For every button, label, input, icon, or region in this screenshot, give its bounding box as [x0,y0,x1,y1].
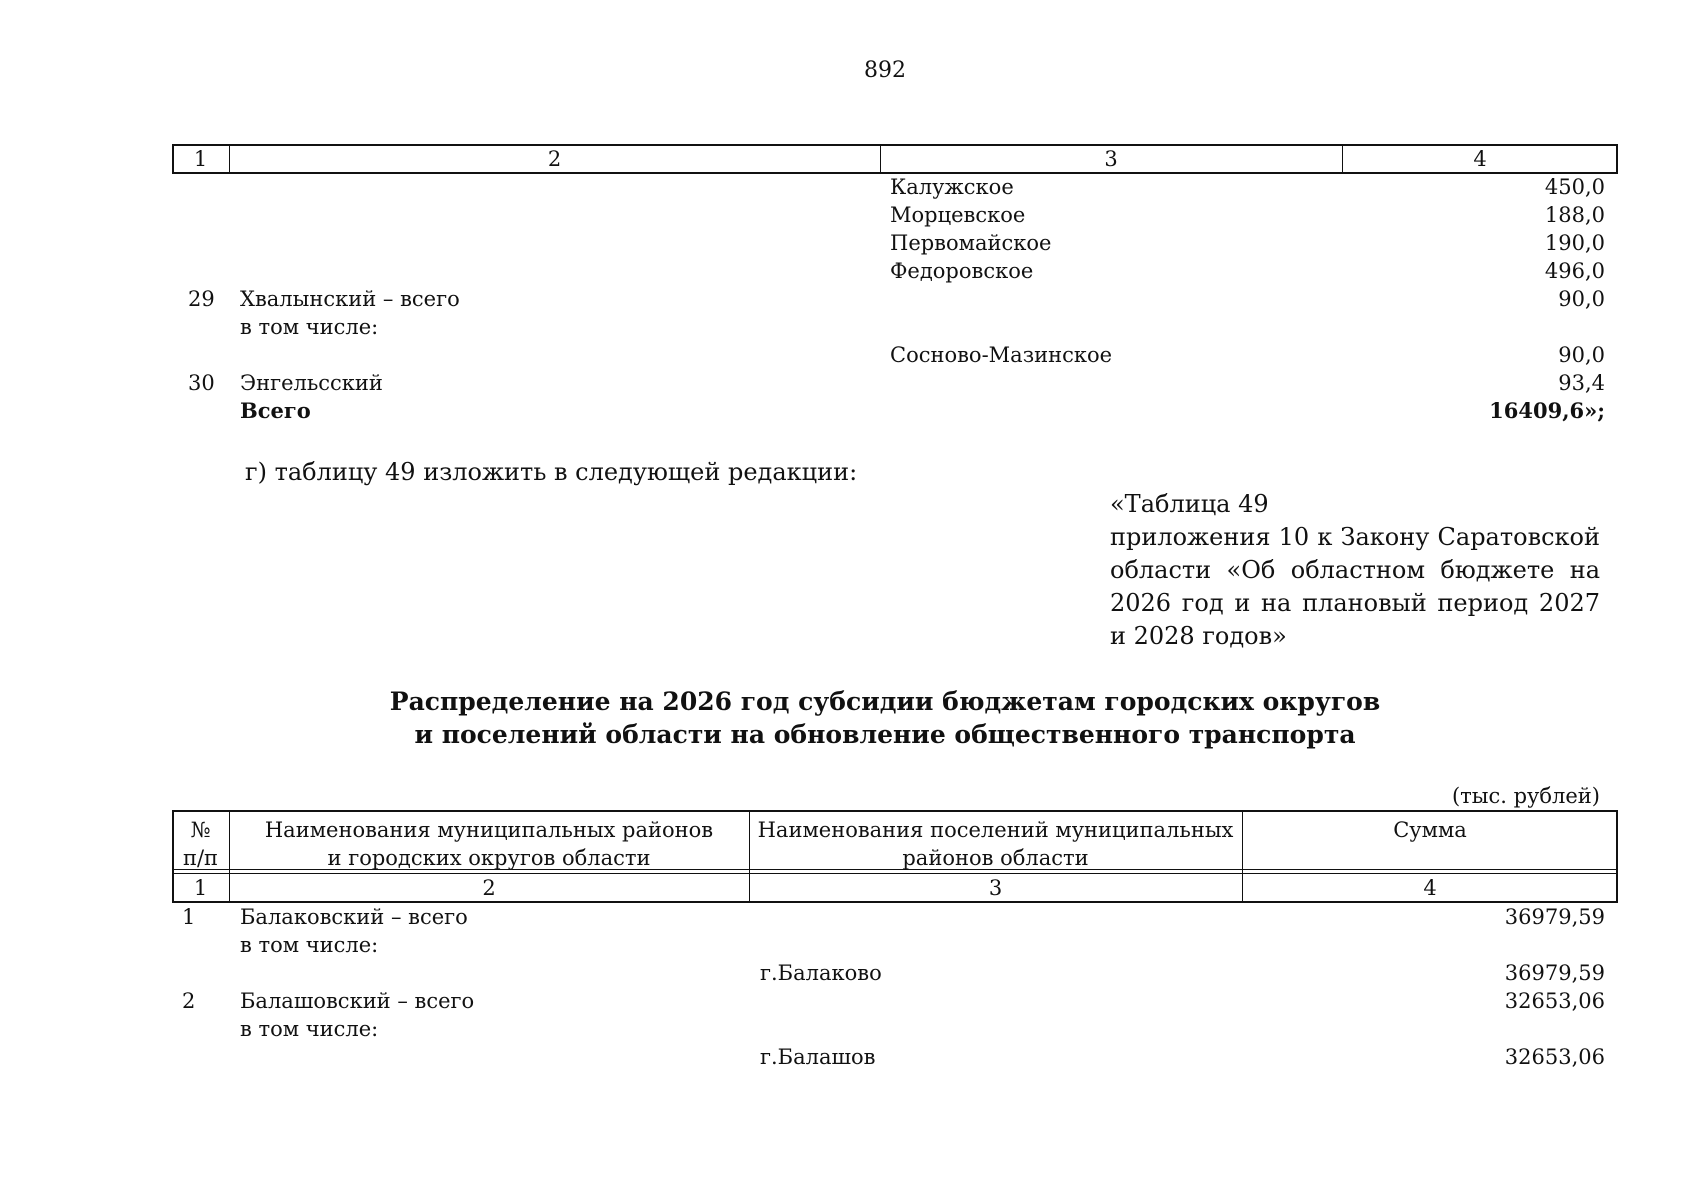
table2-district: в том числе: [240,933,379,957]
table-reference [1110,488,1600,653]
table-title-line: Распределение на 2026 год субсидии бюджетам городских округов [389,687,1381,716]
table2-header-separator [172,873,1618,874]
table1-amount: 496,0 [1544,259,1605,283]
table1-settlement: Калужское [890,175,1014,199]
table2-row-number: 2 [182,989,196,1013]
table2-amount: 32653,06 [1504,989,1605,1013]
table1-col-number: 1 [193,147,208,171]
table1-total-label: Всего [240,398,311,423]
table-reference-text: приложения 10 к Закону Саратовской области «Об областном бюджете на 2026 год и на плановый период 2027 и 2028 годов» [1110,523,1600,650]
table2-col-settlement-header [749,816,1242,872]
table2-head-text: № [190,818,211,842]
table-title [300,685,1470,751]
table2-col-index: 3 [988,876,1003,900]
table2-col-index: 2 [482,876,496,900]
table2-head-text: Наименования поселений муниципальных [757,818,1234,842]
table2-district: Балашовский – всего [240,989,475,1013]
table1-amount: 90,0 [1558,287,1605,311]
table-title-line: и поселений области на обновление общественного транспорта [414,720,1356,749]
table2-amount: 36979,59 [1504,905,1605,929]
table2-col-district-header [229,816,749,872]
table2-head-text: районов области [902,846,1089,870]
table2-col-index: 4 [1423,876,1437,900]
table2-district: в том числе: [240,1017,379,1041]
table1-amount: 190,0 [1544,231,1605,255]
table1-settlement: Первомайское [890,231,1052,255]
table2-col-number-header [172,816,229,872]
table1-row-number: 29 [188,287,215,311]
table1-total-amount: 16409,6»; [1489,398,1605,423]
table1-amount: 188,0 [1544,203,1605,227]
table1-amount: 90,0 [1558,343,1605,367]
table1-col-number: 2 [547,147,562,171]
table2-col-index: 1 [193,876,208,900]
table2-head-text: и городских округов области [327,846,651,870]
table1-settlement: Федоровское [890,259,1034,283]
table2-head-text: п/п [182,846,219,870]
table2-settlement: г.Балаково [760,961,882,985]
table2-amount: 36979,59 [1504,961,1605,985]
page-number: 892 [864,58,906,83]
table2-row-number: 1 [182,905,196,929]
table-reference-title: «Таблица 49 [1110,490,1269,518]
table1-district: в том числе: [240,315,379,339]
table1-settlement: Морцевское [890,203,1026,227]
table2-district: Балаковский – всего [240,905,468,929]
table1-district: Энгельсский [240,371,383,395]
table1-amount: 450,0 [1544,175,1605,199]
table1-settlement: Сосново-Мазинское [890,343,1113,367]
table2-col-amount-header: Сумма [1393,818,1467,842]
units-label: (тыс. рублей) [1451,784,1600,808]
table1-amount: 93,4 [1558,371,1605,395]
table2-head-text: Наименования муниципальных районов [264,818,714,842]
table1-row-number: 30 [188,371,215,395]
amendment-paragraph: г) таблицу 49 изложить в следующей редакции: [245,458,858,486]
table2-settlement: г.Балашов [760,1045,876,1069]
table1-district: Хвалынский – всего [240,287,460,311]
table2-amount: 32653,06 [1504,1045,1605,1069]
table1-col-number: 4 [1473,147,1487,171]
table1-col-number: 3 [1104,147,1118,171]
